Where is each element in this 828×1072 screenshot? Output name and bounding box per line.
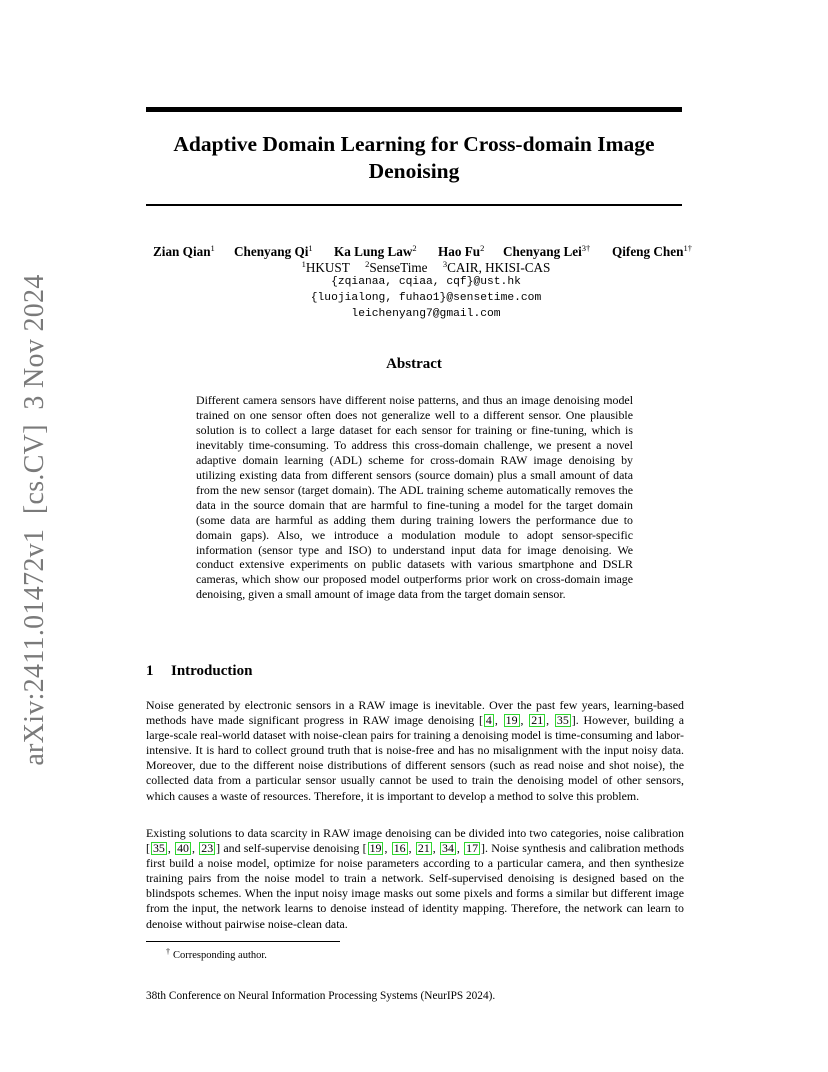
affiliation-1: $^1$HKUST bbox=[301, 259, 350, 275]
abstract-text: Different camera sensors have different noise patterns, and thus an image denoising model trained on one sensor often does not generalize well to a different sensor. One plausible solution is to collect a large dataset for each sensor for training or fine-tuning, which is inevitably time-consuming. To address this cross-domain challenge, we present a novel adaptive domain learning (ADL) scheme for cross-domain RAW image denoising by utilizing existing data from different sensors (source domain) plus a small amount of data from the new sensor (target domain). The ADL training scheme automatically removes the data in the source domain that are harmful to fine-tuning a model for the target domain (some data are harmful as adding them during training lowers the performance due to domain gaps). Also, we introduce a modulation module to adopt sensor-specific information (sensor type and ISO) to understand input data for image denoising. We conduct extensive experiments on public datasets with various smartphone and DSLR cameras, which show our proposed model outperforms prior work on cross-domain image denoising, given a small amount of image data from the target domain sensor. bbox=[196, 393, 633, 602]
email-line: {zqianaa, cqiaa, cqf}@ust.hk bbox=[331, 276, 521, 288]
affiliation-3: $^3$CAIR, HKISI-CAS bbox=[442, 259, 551, 275]
arxiv-category: [cs.CV] bbox=[19, 424, 50, 515]
title-line-2: Denoising bbox=[368, 159, 460, 183]
title-top-rule bbox=[146, 107, 682, 112]
author-4: Hao Fu$^2$ bbox=[438, 243, 485, 259]
author-3: Ka Lung Law$^2$ bbox=[334, 243, 417, 259]
email-line: {luojialong, fuhao1}@sensetime.com bbox=[310, 292, 542, 304]
intro-paragraph-2: Existing solutions to data scarcity in RAW image denoising can be divided into two categories, noise calibration [ 35 , 40 , 23 ] and self-supervise denoising [ 19 , 16 , 21 , 34 , 17 ]. Noise synthesis and calibration methods first build a noise model, optimize for noise parameters according to a particular camera, and then synthesize training pairs from the noise model to train a network. Self-supervised denoising is designed based on the blindspots schemes. When the input noisy image masks out some pixels and forms a similar but different image from the input, the network learns to denoise instead of identity mapping. Therefore, the network can learn to denoise without pairwise noise-clean data. bbox=[146, 826, 684, 931]
citation-link[interactable]: 23 bbox=[201, 841, 214, 856]
citation-link[interactable]: 40 bbox=[177, 841, 189, 856]
citation-link[interactable]: 34 bbox=[442, 841, 454, 856]
arxiv-identifier-stamp bbox=[19, 274, 51, 765]
arxiv-date: 3 Nov 2024 bbox=[19, 274, 50, 410]
citation-link[interactable]: 16 bbox=[393, 841, 406, 856]
arxiv-id: arXiv:2411.01472v1 bbox=[19, 528, 50, 766]
citation-link[interactable]: 35 bbox=[152, 841, 165, 856]
author-5: Chenyang Lei$^{3\dagger}$ bbox=[503, 243, 591, 259]
citation-link[interactable]: 21 bbox=[531, 713, 544, 728]
author-2: Chenyang Qi$^1$ bbox=[234, 243, 313, 259]
citation-link[interactable]: 21 bbox=[417, 841, 430, 856]
footnote-text: Corresponding author. bbox=[173, 950, 267, 961]
footnote-rule bbox=[146, 941, 340, 942]
affiliation-2: $^2$SenseTime bbox=[365, 259, 428, 275]
paper-title bbox=[146, 131, 682, 185]
section-number: 1 bbox=[146, 663, 154, 679]
footnote-symbol: † bbox=[166, 947, 170, 956]
footnote bbox=[166, 947, 267, 961]
author-1: Zian Qian$^1$ bbox=[153, 243, 215, 259]
section-title: Introduction bbox=[171, 663, 253, 679]
email-line: leichenyang7@gmail.com bbox=[351, 308, 501, 320]
citation-link[interactable]: 19 bbox=[505, 713, 518, 728]
section-heading-introduction bbox=[146, 663, 252, 680]
venue-line: 38th Conference on Neural Information Processing Systems (NeurIPS 2024). bbox=[146, 990, 496, 1002]
citation-link[interactable]: 19 bbox=[369, 841, 382, 856]
author-emails bbox=[146, 274, 706, 322]
citation-link[interactable]: 17 bbox=[466, 841, 479, 856]
citation-link[interactable]: 35 bbox=[556, 713, 569, 728]
author-6: Qifeng Chen$^{1\dagger}$ bbox=[612, 243, 692, 259]
citation-link[interactable]: 4 bbox=[485, 713, 492, 728]
intro-paragraph-1: Noise generated by electronic sensors in a RAW image is inevitable. Over the past few years, learning-based methods have made significant progress in RAW image denoising [ 4 , 19 , 21 , 35 ]. However, building a large-scale real-world dataset with noise-clean pairs for training a denoising model is time-consuming and labor-intensive. It is hard to collect ground truth that is noise-free and has no misalignment with the input noisy data. Moreover, due to the different noise distributions of different sensors (such as read noise and shot noise), the collected data from a particular sensor usually cannot be used to train the denoising model of other sensors, which causes a waste of resources. Therefore, it is important to develop a method to solve this problem. bbox=[146, 698, 685, 803]
abstract-heading: Abstract bbox=[386, 356, 442, 372]
title-line-1: Adaptive Domain Learning for Cross-domain Image bbox=[173, 132, 655, 156]
title-bottom-rule bbox=[146, 204, 682, 206]
